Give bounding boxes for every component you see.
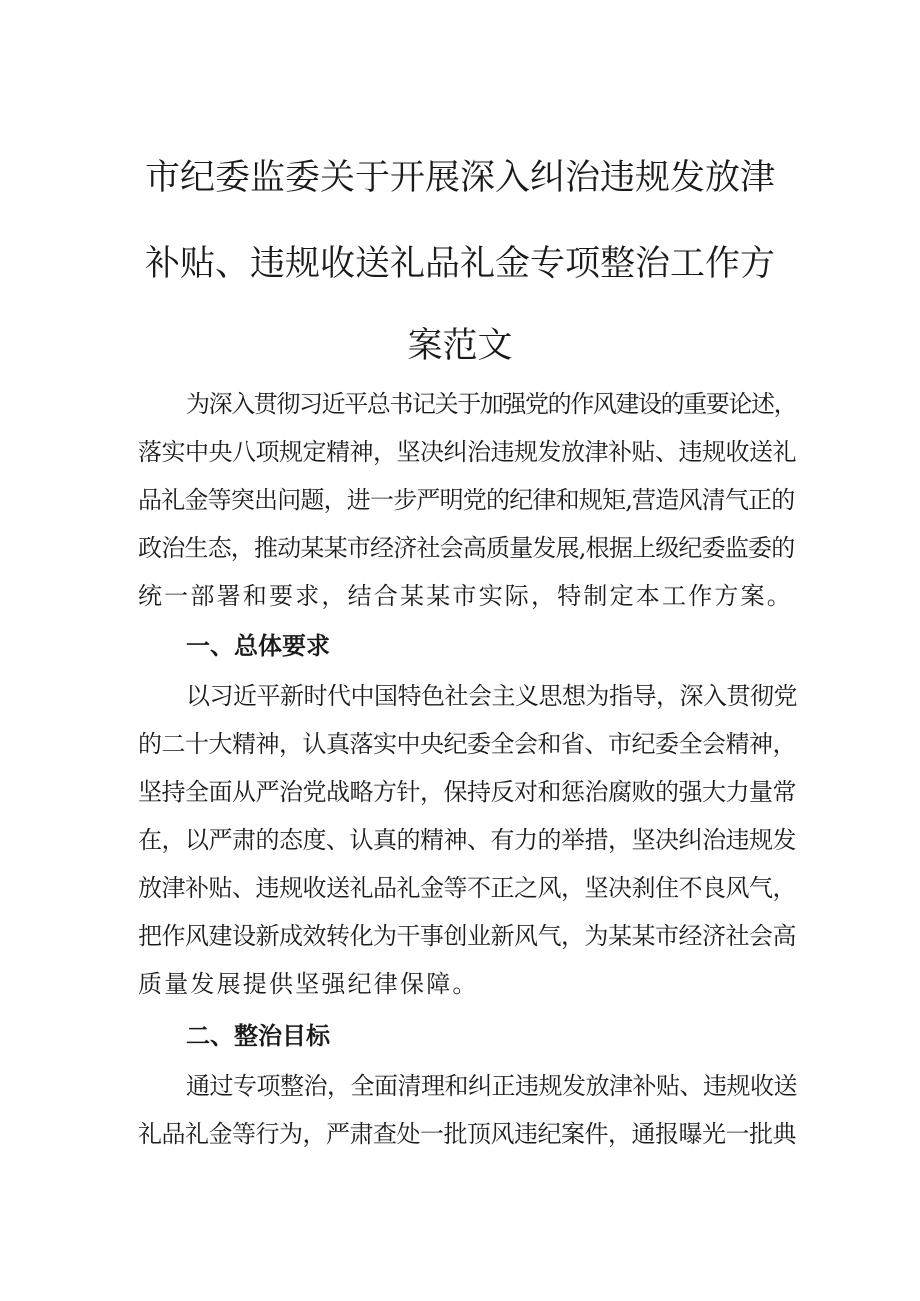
section2-paragraph-line: 礼品礼金等行为，严肃查处一批顶风违纪案件，通报曝光一批典 (138, 1120, 796, 1148)
section-heading-rectification-goals: 二、整治目标 (186, 1022, 330, 1050)
intro-paragraph-line: 政治生态，推动某某市经济社会高质量发展,根据上级纪委监委的 (138, 534, 795, 562)
intro-paragraph-line: 落实中央八项规定精神，坚决纠治违规发放津补贴、违规收送礼 (138, 438, 796, 466)
section-heading-overall-requirements: 一、总体要求 (186, 632, 330, 660)
section1-paragraph-line: 的二十大精神，认真落实中央纪委全会和省、市纪委全会精神， (138, 730, 796, 758)
intro-paragraph-line: 统一部署和要求，结合某某市实际，特制定本工作方案。 (138, 582, 793, 610)
intro-paragraph-line: 为深入贯彻习近平总书记关于加强党的作风建设的重要论述， (186, 390, 797, 418)
section1-paragraph-line: 把作风建设新成效转化为干事创业新风气，为某某市经济社会高 (138, 922, 796, 950)
section1-paragraph-line: 以习近平新时代中国特色社会主义思想为指导，深入贯彻党 (186, 682, 797, 710)
section2-paragraph-line: 通过专项整治，全面清理和纠正违规发放津补贴、违规收送 (186, 1072, 797, 1100)
section1-paragraph-line: 在，以严肃的态度、认真的精神、有力的举措，坚决纠治违规发 (138, 826, 796, 854)
intro-paragraph-line: 品礼金等突出问题，进一步严明党的纪律和规矩,营造风清气正的 (138, 486, 795, 514)
section1-paragraph-line: 质量发展提供坚强纪律保障。 (138, 970, 479, 998)
document-title-line-1: 市纪委监委关于开展深入纠治违规发放津 (144, 158, 775, 198)
section1-paragraph-line: 放津补贴、违规收送礼品礼金等不正之风，坚决刹住不良风气， (138, 874, 796, 902)
section1-paragraph-line: 坚持全面从严治党战略方针，保持反对和惩治腐败的强大力量常 (138, 778, 796, 806)
document-title-line-2: 补贴、违规收送礼品礼金专项整治工作方 (144, 244, 775, 284)
document-title-line-3: 案范文 (407, 326, 513, 366)
